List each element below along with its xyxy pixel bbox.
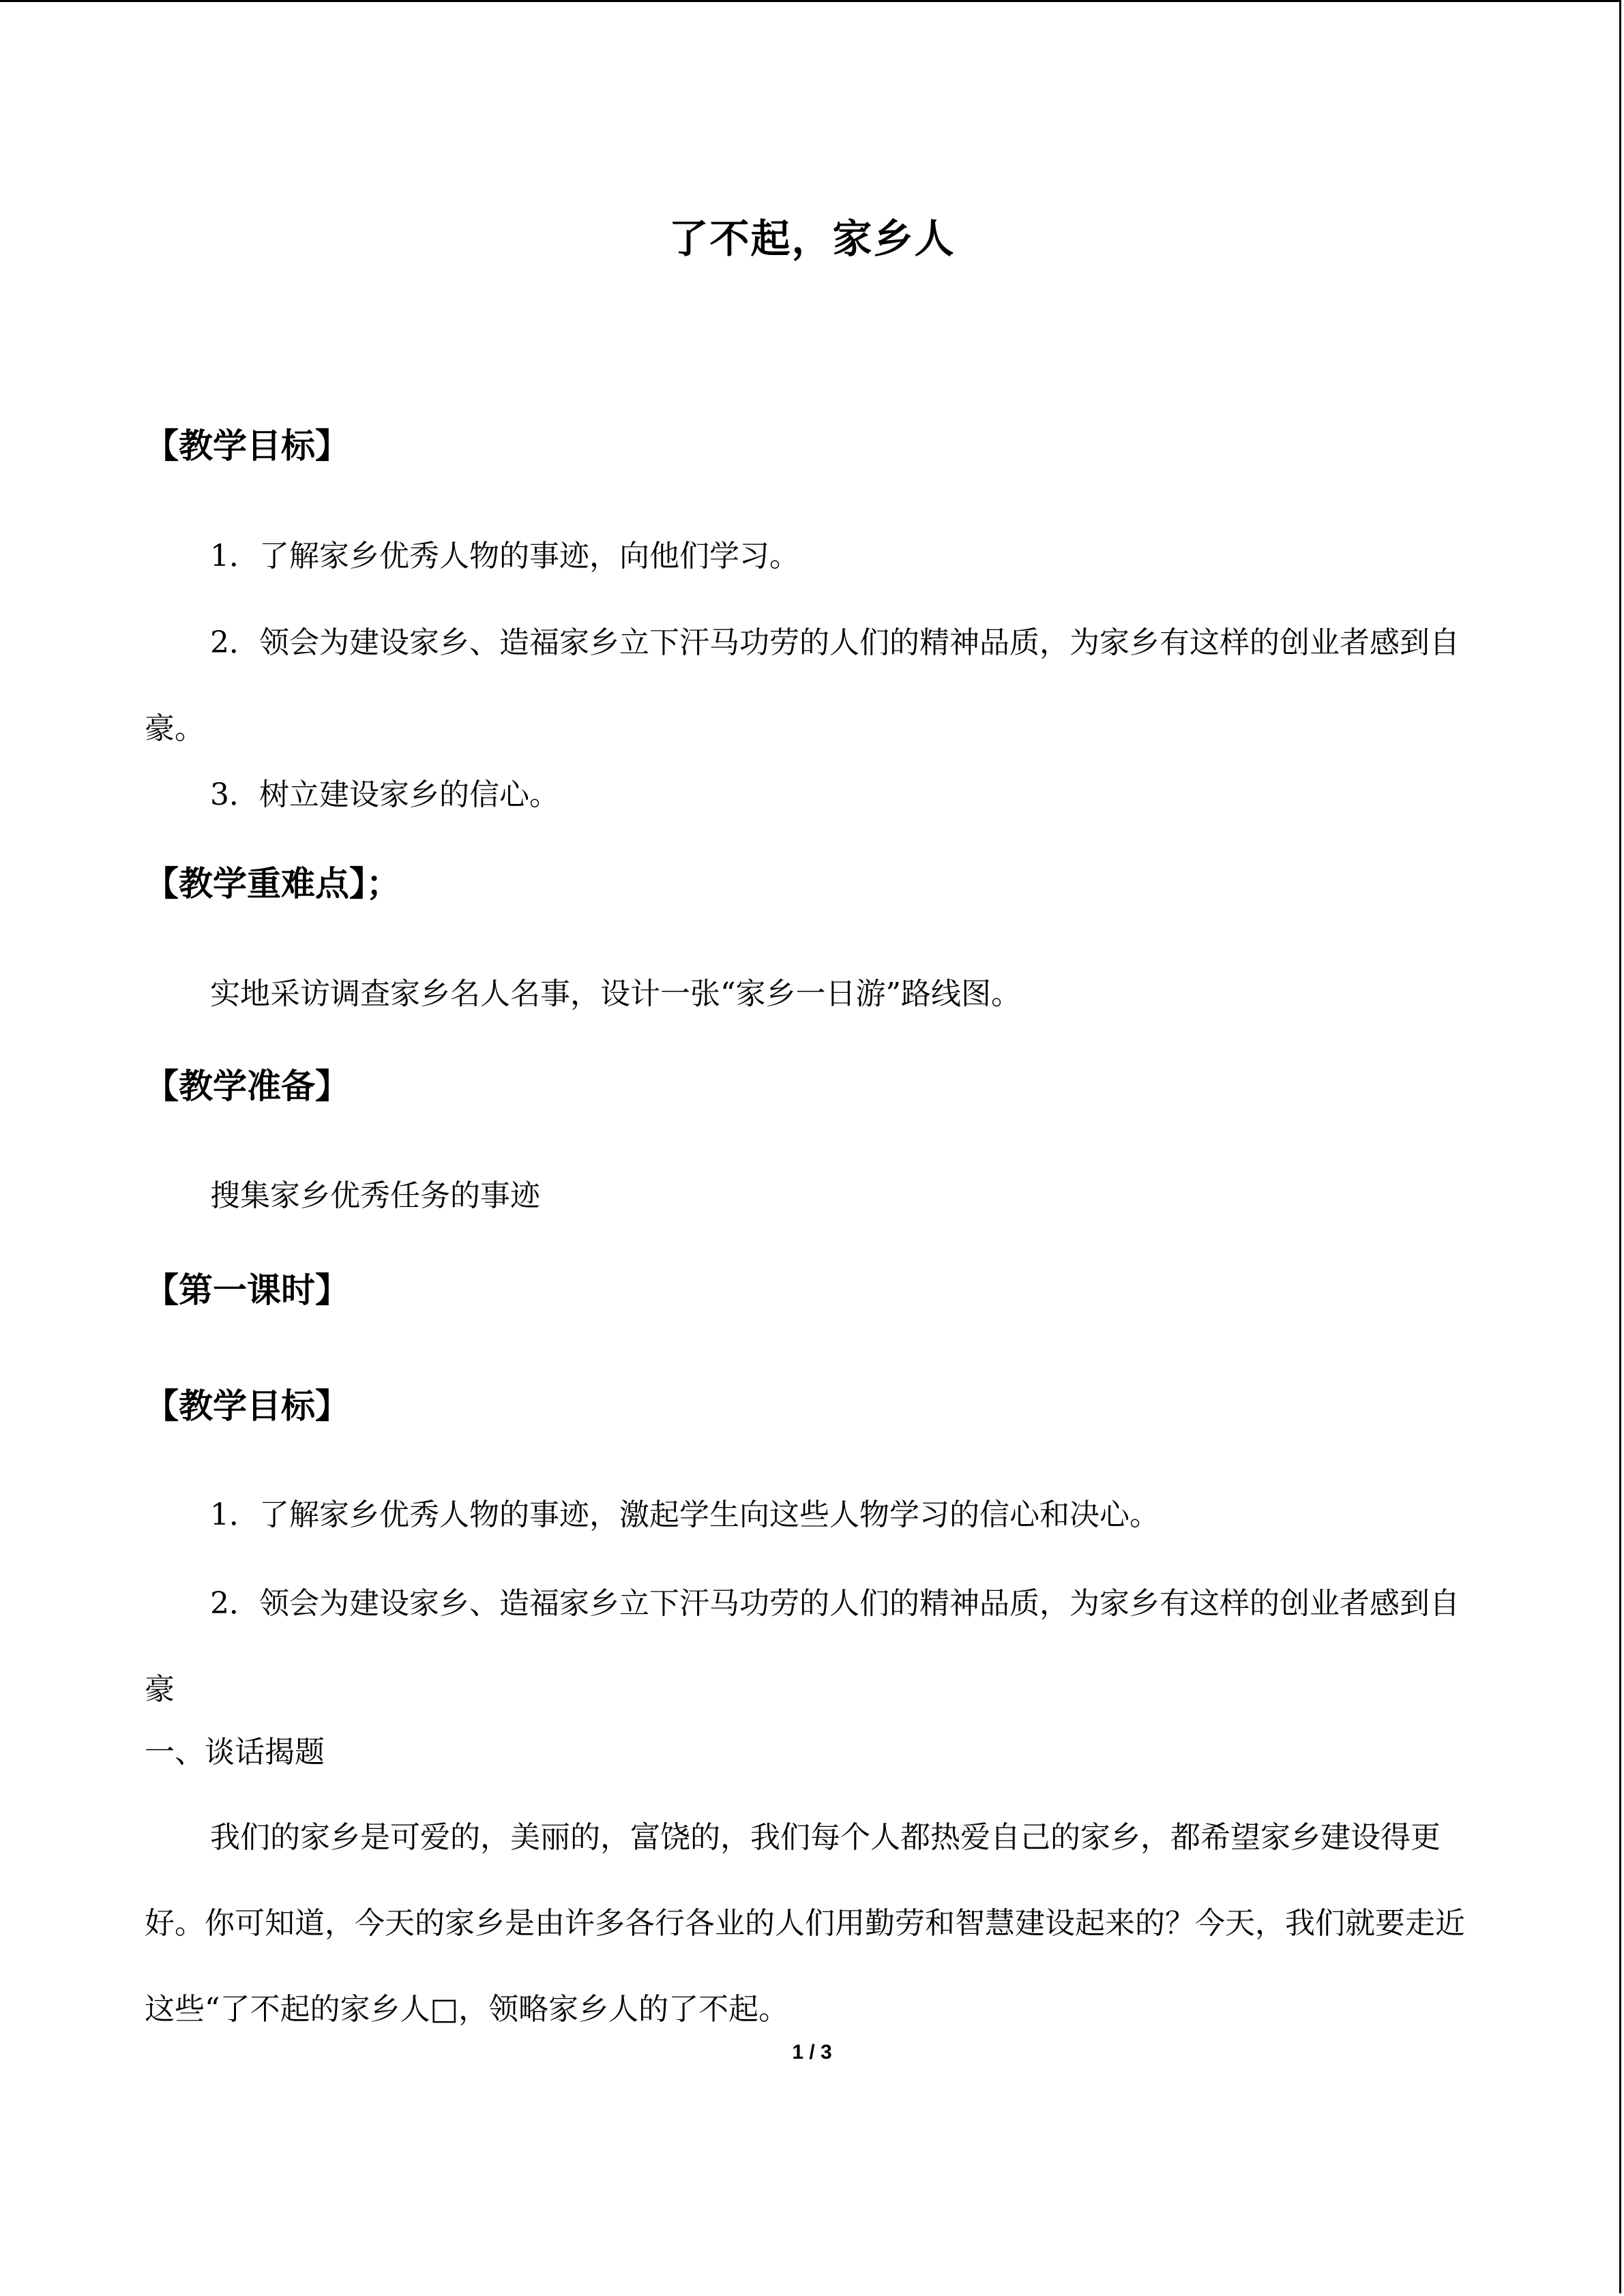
section-heading-preparation: 【教学准备】 xyxy=(145,1067,349,1106)
section-heading-lesson-goals: 【教学目标】 xyxy=(145,1386,349,1426)
goal-item: 2．领会为建设家乡、造福家乡立下汗马功劳的人们的精神品质，为家乡有这样的创业者感到自豪。 xyxy=(145,625,1460,746)
preparation-item: 搜集家乡优秀任务的事迹 xyxy=(210,1178,540,1213)
goal-item: 3．树立建设家乡的信心。 xyxy=(210,777,559,812)
page-number: 1 / 3 xyxy=(792,2041,832,2063)
key-point-item: 实地采访调查家乡名人名事，设计一张“家乡一日游”路线图。 xyxy=(210,976,1021,1011)
lesson-goal-item: 1．了解家乡优秀人物的事迹，激起学生向这些人物学习的信心和决心。 xyxy=(210,1497,1160,1532)
document-title: 了不起，家乡人 xyxy=(668,215,956,262)
section-heading-first-lesson: 【第一课时】 xyxy=(145,1270,349,1310)
goal-item: 1．了解家乡优秀人物的事迹，向他们学习。 xyxy=(210,539,799,573)
intro-paragraph: 我们的家乡是可爱的，美丽的，富饶的，我们每个人都热爱自己的家乡，都希望家乡建设得更好。你可知道，今天的家乡是由许多各行各业的人们用勤劳和智慧建设起来的？今天，我们就要走近这些“了不起的家乡人□，领略家乡人的了不起。 xyxy=(145,1820,1465,2027)
part-heading-intro: 一、谈话揭题 xyxy=(145,1735,325,1770)
lesson-goal-item: 2．领会为建设家乡、造福家乡立下汗马功劳的人们的精神品质，为家乡有这样的创业者感到自豪 xyxy=(145,1586,1460,1707)
section-heading-key-points: 【教学重难点】； xyxy=(145,864,400,904)
section-heading-teaching-goals: 【教学目标】 xyxy=(145,426,349,466)
